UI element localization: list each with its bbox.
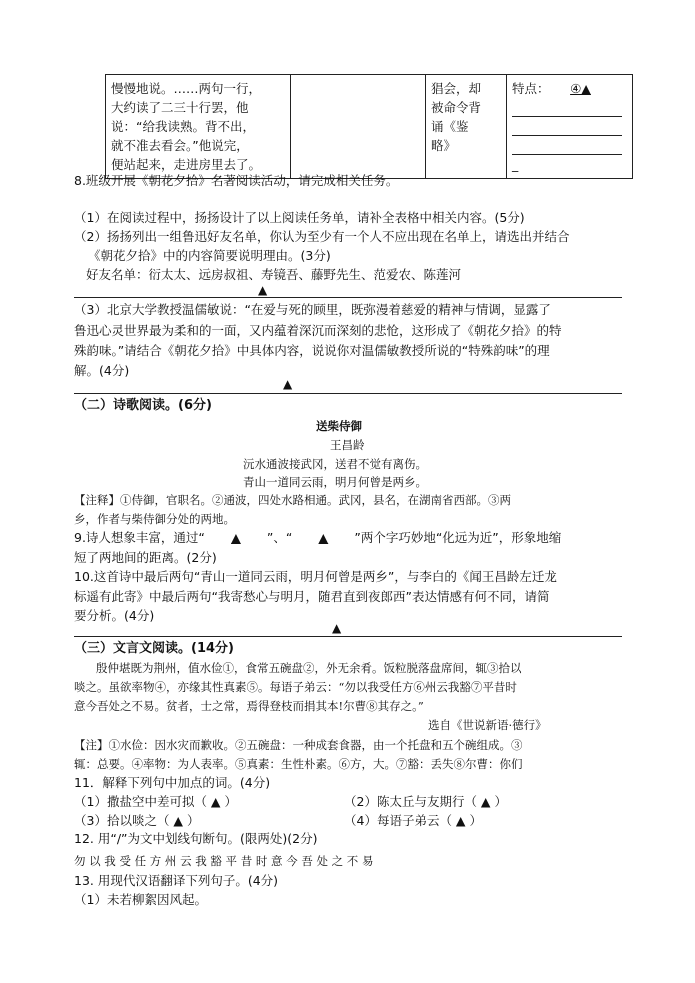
answer-line[interactable] <box>512 117 622 136</box>
q13-title: 13. 用现代汉语翻译下列句子。(4分) <box>74 873 279 888</box>
table-cell-line: 猖会，却 <box>431 81 482 96</box>
answer-line[interactable] <box>74 297 622 298</box>
q11-item[interactable]: （3）拾以啖之（ ▲ ） <box>74 813 200 828</box>
table-cell-event <box>426 75 507 179</box>
q8-part2-line2: 《朝花夕拾》中的内容简要说明理由。(3分) <box>88 248 331 263</box>
q8-part1: （1）在阅读过程中，扬扬设计了以上阅读任务单，请补全表格中相关内容。(5分) <box>74 210 525 225</box>
poem-line: 沅水通波接武冈，送君不觉有离伤。 <box>243 457 427 471</box>
table-cell-line: 大约读了二三十行罢，他 <box>111 100 249 115</box>
q10-line1: 10.这首诗中最后两句“青山一道同云雨，明月何曾是两乡”，与李白的《闻王昌龄左迁龙 <box>74 569 557 584</box>
classical-note-line2: 辄：总要。④率物：为人表率。⑤真素：生性朴素。⑥方，大。⑦豁：丢失⑧尔曹：你们 <box>74 757 523 771</box>
q11-item[interactable]: （4）每语子弟云（ ▲ ） <box>344 813 483 828</box>
q8-part3-line2: 鲁迅心灵世界最为柔和的一面，又内蕴着深沉而深刻的悲怆，这形成了《朝花夕拾》的特 <box>74 323 562 338</box>
classical-text-line2: 啖之。虽欲率物④，亦缘其性真素⑤。每语子弟云：“勿以我受任方⑥州云我豁⑦平昔时 <box>74 680 517 694</box>
table-cell-excerpt <box>106 75 291 179</box>
table-cell-line: 被命令背 <box>431 100 482 115</box>
q8-part2-line1: （2）扬扬列出一组鲁迅好友名单，你认为至少有一个人不应出现在名单上，请选出并结合 <box>74 229 570 244</box>
q10-line3: 要分析。(4分) <box>74 608 155 623</box>
q11-title: 11．解释下列句中加点的词。(4分) <box>74 775 271 790</box>
poem-author: 王昌龄 <box>330 438 365 452</box>
q9-blank[interactable]: ▲ <box>318 530 329 545</box>
table-cell-line: 慢慢地说。……两句一行， <box>111 81 262 96</box>
q9-line1 <box>74 529 561 547</box>
q9-line2: 短了两地间的距离。(2分) <box>74 550 217 565</box>
table-cell-line: 诵《鉴 <box>431 119 469 134</box>
answer-line[interactable] <box>512 136 622 155</box>
classical-note-line1: 【注】①水俭：因水灾而歉收。②五碗盘：一种成套食器，由一个托盘和五个碗组成。③ <box>74 738 523 752</box>
table-cell-line: 说：“给我读熟。背不出， <box>111 119 255 134</box>
poem-title: 送柴侍御 <box>316 419 362 433</box>
classical-text-line1: 殷仲堪既为荆州，值水俭①，食常五碗盘②，外无余肴。饭粒脱落盘席间，辄③拾以 <box>96 661 522 675</box>
table-cell-line: 略》 <box>431 138 457 153</box>
q9-text: ”两个字巧妙地“化远为近”，形象地缩 <box>354 530 562 545</box>
q13-item: （1）未若柳絮因风起。 <box>74 892 207 907</box>
table-row <box>106 75 633 179</box>
answer-line[interactable] <box>74 636 622 637</box>
feature-row <box>512 79 627 98</box>
q11-item[interactable]: （2）陈太丘与友期行（ ▲ ） <box>344 794 508 809</box>
section-heading-classical: （三）文言文阅读。(14分) <box>74 641 234 656</box>
table-cell-empty <box>291 75 426 179</box>
answer-line-end: _ <box>512 157 519 172</box>
answer-line[interactable] <box>512 98 622 117</box>
poem-note-line2: 乡，作者与柴侍御分处的两地。 <box>74 512 235 526</box>
q10-line2: 标遥有此寄》中最后两句“我寄愁心与明月，随君直到夜郎西”表达情感有何不同，请简 <box>74 589 550 604</box>
table-cell-feature <box>507 75 633 179</box>
answer-marker[interactable]: ▲ <box>258 283 268 297</box>
poem-note-line1: 【注释】①侍御，官职名。②通波，四处水路相通。武冈，县名，在湖南省西部。③两 <box>74 493 511 507</box>
classical-text-line3: 意今吾处之不易。贫者，士之常，焉得登枝而捐其本!尔曹⑧其存之。” <box>74 699 424 713</box>
q9-blank[interactable]: ▲ <box>231 530 241 545</box>
q9-text: ”、“ <box>266 530 293 545</box>
answer-line[interactable] <box>74 393 622 394</box>
q8-title: 8.班级开展《朝花夕拾》名著阅读活动，请完成相关任务。 <box>74 173 399 188</box>
feature-label: 特点： <box>512 81 550 96</box>
q12-sentence[interactable]: 勿 以 我 受 任 方 州 云 我 豁 平 昔 时 意 今 吾 处 之 不 易 <box>74 854 374 868</box>
answer-marker[interactable]: ▲ <box>332 621 342 635</box>
feature-blank[interactable]: ④▲ <box>570 81 591 96</box>
q9-text: 9.诗人想象丰富，通过“ <box>74 530 205 545</box>
q11-item[interactable]: （1）撒盐空中差可拟（ ▲ ） <box>74 794 238 809</box>
table-cell-line: 便站起来，走进房里去了。 <box>111 157 262 172</box>
section-heading-poem: （二）诗歌阅读。(6分) <box>74 398 212 413</box>
task-table <box>105 74 633 179</box>
table-cell-line: 就不准去看会。”他说完， <box>111 138 249 153</box>
poem-line: 青山一道同云雨，明月何曾是两乡。 <box>243 475 427 489</box>
answer-marker[interactable]: ▲ <box>283 377 293 391</box>
q8-part3-line1: （3）北京大学教授温儒敏说：“在爱与死的顾里，既弥漫着慈爱的精神与情调，显露了 <box>74 302 551 317</box>
q8-part3-line4: 解。(4分) <box>74 363 130 378</box>
q12-title: 12. 用“/”为文中划线句断句。(限两处)(2分) <box>74 831 318 846</box>
q8-friend-list: 好友名单：衍太太、远房叔祖、寿镜吾、藤野先生、范爱农、陈莲河 <box>86 267 462 282</box>
classical-source: 选自《世说新语·德行》 <box>428 718 547 732</box>
q8-part3-line3: 殊韵味。”请结合《朝花夕拾》中具体内容，说说你对温儒敏教授所说的“特殊韵味”的理 <box>74 343 550 358</box>
